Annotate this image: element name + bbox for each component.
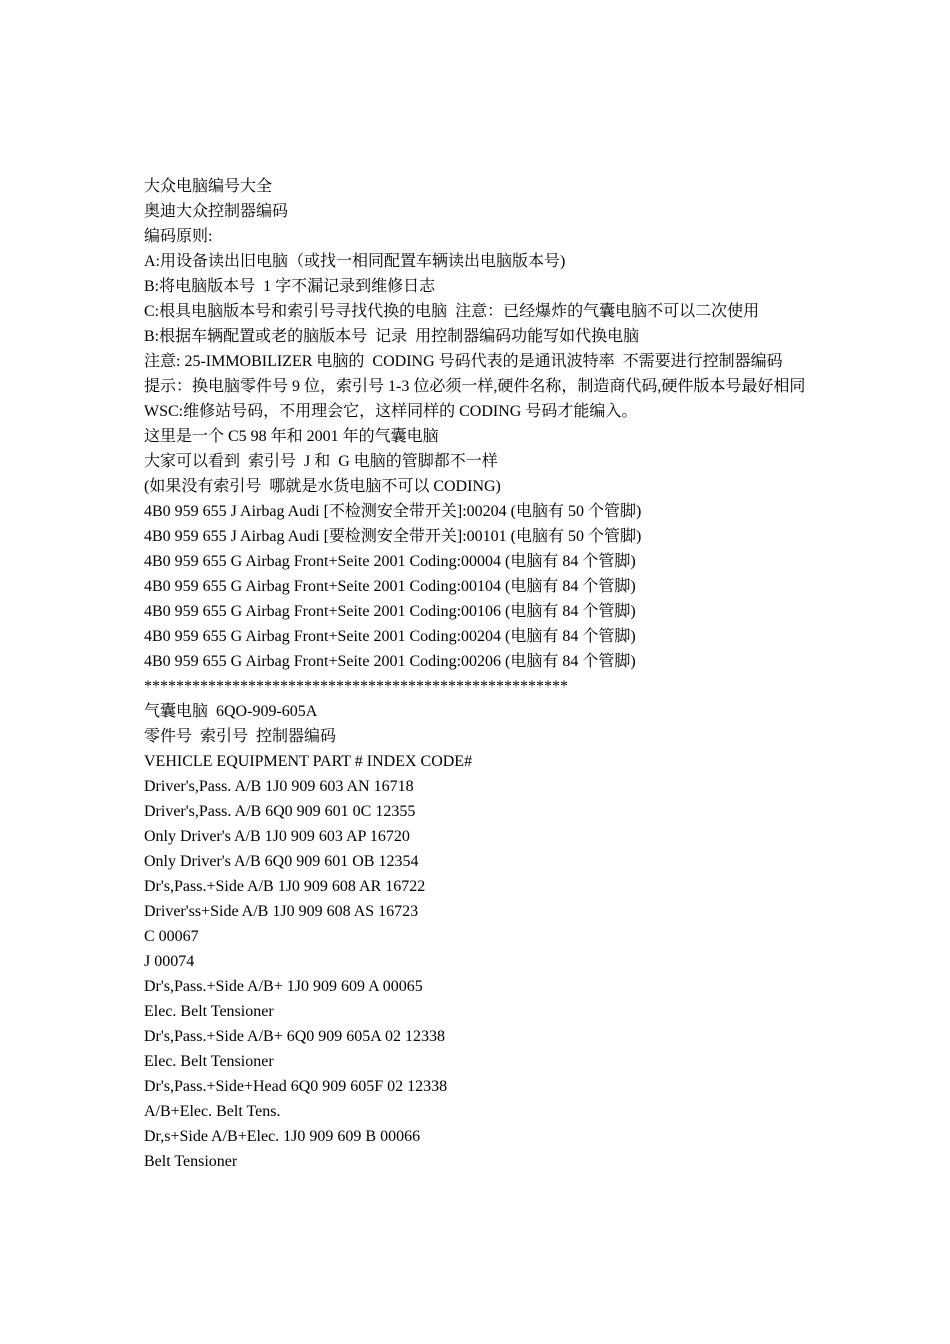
part-line: 4B0 959 655 G Airbag Front+Seite 2001 Coding:00204 (电脑有 84 个管脚) <box>144 628 636 645</box>
text-line: (如果没有索引号 哪就是水货电脑不可以 CODING) <box>144 478 501 495</box>
table-row: J 00074 <box>144 953 195 970</box>
table-header: VEHICLE EQUIPMENT PART # INDEX CODE# <box>144 753 473 770</box>
text-line: A:用设备读出旧电脑（或找一相同配置车辆读出电脑版本号) <box>144 253 566 270</box>
table-row: Elec. Belt Tensioner <box>144 1053 274 1070</box>
table-row: Dr,s+Side A/B+Elec. 1J0 909 609 B 00066 <box>144 1128 421 1145</box>
document-body <box>144 174 812 1174</box>
text-line: 零件号 索引号 控制器编码 <box>144 728 337 745</box>
text-line: WSC:维修站号码，不用理会它，这样同样的 CODING 号码才能编入。 <box>144 403 638 420</box>
part-line: 4B0 959 655 G Airbag Front+Seite 2001 Coding:00106 (电脑有 84 个管脚) <box>144 603 636 620</box>
text-line: 大家可以看到 索引号 J 和 G 电脑的管脚都不一样 <box>144 453 498 470</box>
text-line: 编码原则: <box>144 228 213 245</box>
text-line: C:根具电脑版本号和索引号寻找代换的电脑 注意：已经爆炸的气囊电脑不可以二次使用 <box>144 303 760 320</box>
part-line: 4B0 959 655 J Airbag Audi [不检测安全带开关]:00204 (电脑有 50 个管脚) <box>144 503 642 520</box>
table-row: Belt Tensioner <box>144 1153 238 1170</box>
table-row: Driver's,Pass. A/B 1J0 909 603 AN 16718 <box>144 778 414 795</box>
text-line: 注意: 25-IMMOBILIZER 电脑的 CODING 号码代表的是通讯波特率 不需要进行控制器编码 <box>144 353 783 370</box>
text-line: B:将电脑版本号 1 字不漏记录到维修日志 <box>144 278 436 295</box>
table-row: Only Driver's A/B 1J0 909 603 AP 16720 <box>144 828 410 845</box>
part-line: 4B0 959 655 G Airbag Front+Seite 2001 Coding:00104 (电脑有 84 个管脚) <box>144 578 636 595</box>
table-row: Dr's,Pass.+Side A/B+ 1J0 909 609 A 00065 <box>144 978 423 995</box>
table-row: Dr's,Pass.+Side A/B 1J0 909 608 AR 16722 <box>144 878 426 895</box>
doc-subtitle: 奥迪大众控制器编码 <box>144 203 289 220</box>
table-row: C 00067 <box>144 928 199 945</box>
text-line: 提示：换电脑零件号 9 位，索引号 1-3 位必须一样,硬件名称，制造商代码,硬件版本号最好相同 <box>144 378 806 395</box>
text-line: B:根据车辆配置或老的脑版本号 记录 用控制器编码功能写如代换电脑 <box>144 328 640 345</box>
text-line: 这里是一个 C5 98 年和 2001 年的气囊电脑 <box>144 428 439 445</box>
part-line: 4B0 959 655 G Airbag Front+Seite 2001 Coding:00206 (电脑有 84 个管脚) <box>144 653 636 670</box>
separator-stars: ***************************************************** <box>144 678 568 695</box>
table-row: Dr's,Pass.+Side+Head 6Q0 909 605F 02 12338 <box>144 1078 448 1095</box>
doc-title: 大众电脑编号大全 <box>144 178 273 195</box>
table-row: A/B+Elec. Belt Tens. <box>144 1103 281 1120</box>
part-line: 4B0 959 655 G Airbag Front+Seite 2001 Coding:00004 (电脑有 84 个管脚) <box>144 553 636 570</box>
table-row: Dr's,Pass.+Side A/B+ 6Q0 909 605A 02 12338 <box>144 1028 445 1045</box>
part-line: 4B0 959 655 J Airbag Audi [要检测安全带开关]:00101 (电脑有 50 个管脚) <box>144 528 642 545</box>
table-row: Only Driver's A/B 6Q0 909 601 OB 12354 <box>144 853 419 870</box>
table-row: Driver's,Pass. A/B 6Q0 909 601 0C 12355 <box>144 803 416 820</box>
table-row: Elec. Belt Tensioner <box>144 1003 274 1020</box>
section-heading: 气囊电脑 6QO-909-605A <box>144 703 318 720</box>
table-row: Driver'ss+Side A/B 1J0 909 608 AS 16723 <box>144 903 419 920</box>
